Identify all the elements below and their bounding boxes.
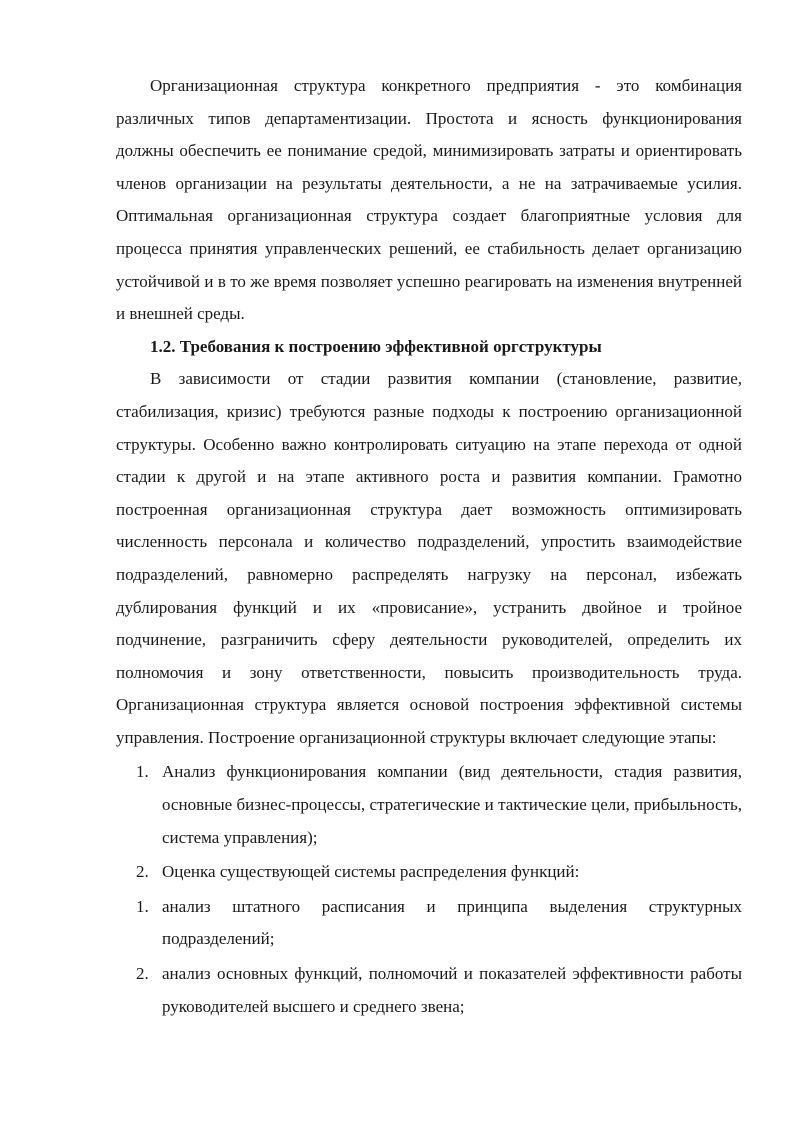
list-item-text: Анализ функционирования компании (вид деятельности, стадия развития, основные бизнес-процессы, стратегические и тактические цели, прибыльность, система управления);	[162, 762, 742, 847]
list-item	[116, 756, 742, 854]
list-item	[116, 856, 742, 889]
list-item-text: анализ основных функций, полномочий и показателей эффективности работы руководителей высшего и среднего звена;	[162, 964, 742, 1016]
stages-list	[116, 756, 742, 1023]
intro-paragraph: Организационная структура конкретного предприятия - это комбинация различных типов департаментизации. Простота и ясность функционирования должны обеспечить ее понимание средой, минимизировать затраты и ориентировать членов организации на результаты деятельности, а не на затрачиваемые усилия. Оптимальная организационная структура создает благоприятные условия для процесса принятия управленческих решений, ее стабильность делает организацию устойчивой и в то же время позволяет успешно реагировать на изменения внутренней и внешней среды.	[116, 76, 742, 324]
list-item-number: 2.	[136, 862, 149, 882]
list-item	[116, 958, 742, 1023]
list-item-number: 1.	[136, 896, 149, 916]
list-item-number: 1.	[136, 762, 149, 782]
list-item-text: анализ штатного расписания и принципа выделения структурных подразделений;	[162, 896, 742, 949]
section-heading: 1.2. Требования к построению эффективной оргструктуры	[150, 336, 602, 356]
list-item	[116, 891, 742, 956]
body-paragraph: В зависимости от стадии развития компании (становление, развитие, стабилизация, кризис) требуются разные подходы к построению организационной структуры. Особенно важно контролировать ситуацию на этапе перехода от одной стадии к другой и на этапе активного роста и развития компании. Грамотно построенная организационная структура дает возможность оптимизировать численность персонала и количество подразделений, упростить взаимодействие подразделений, равномерно распределять нагрузку на персонал, избежать дублирования функций и их «провисание», устранить двойное и тройное подчинение, разграничить сферу деятельности руководителей, определить их полномочия и зону ответственности, повысить производительность труда. Организационная структура является основой построения эффективной системы управления. Построение организационной структуры включает следующие этапы:	[116, 369, 742, 747]
list-item-text: Оценка существующей системы распределения функций:	[162, 862, 580, 882]
list-item-number: 2.	[136, 964, 149, 984]
document-page	[116, 70, 742, 1023]
